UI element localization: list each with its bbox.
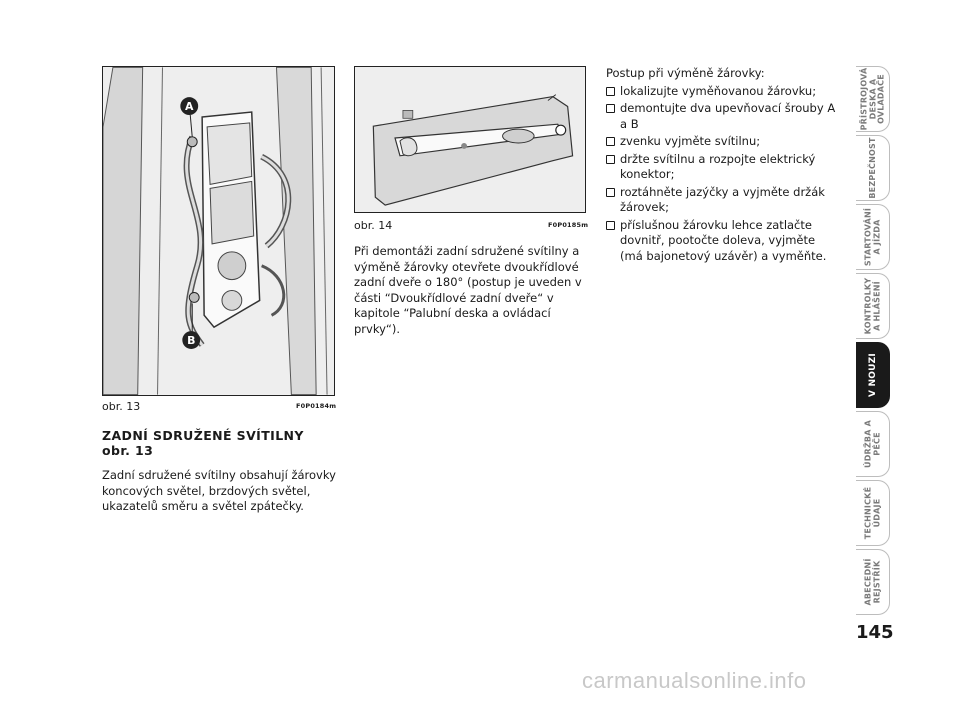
procedure-step: roztáhněte jazýčky a vyjměte držák žárovek; [606, 185, 840, 216]
section-heading [102, 428, 342, 458]
checkbox-bullet-icon [606, 221, 615, 230]
figure-14-illustration [354, 66, 586, 213]
tab-startovani[interactable]: STARTOVÁNÍ A JÍZDA [856, 204, 890, 270]
heading-title: ZADNÍ SDRUŽENÉ SVÍTILNY [102, 428, 304, 443]
figure-14-caption: obr. 14 [354, 219, 393, 232]
checkbox-bullet-icon [606, 137, 615, 146]
procedure-step: demontujte dva upevňovací šrouby A a B [606, 101, 840, 132]
intro-paragraph: Zadní sdružené svítilny obsahují žárovky koncových světel, brzdových světel, ukazatelů směru a světel zpátečky. [102, 468, 336, 513]
checkbox-bullet-icon [606, 87, 615, 96]
tab-v-nouzi[interactable]: V NOUZI [856, 342, 890, 408]
procedure-intro: Postup při výměně žárovky: [606, 66, 765, 80]
lamp-removal-drawing [355, 67, 585, 212]
procedure-step: zvenku vyjměte svítilnu; [606, 134, 840, 150]
tab-pristrojova-deska[interactable]: PŘÍSTROJOVÁ DESKA A OVLADAČE [856, 66, 890, 132]
tab-rejstrik[interactable]: ABECEDNÍ REJSTŘÍK [856, 549, 890, 615]
procedure-step: příslušnou žárovku lehce zatlačte dovnitř, pootočte doleva, vyjměte (má bajonetový uzávěr) a vyměňte. [606, 218, 840, 265]
procedure-step: držte svítilnu a rozpojte elektrický konektor; [606, 152, 840, 183]
figure-14-code: F0P0185m [548, 221, 589, 229]
checkbox-bullet-icon [606, 104, 615, 113]
checkbox-bullet-icon [606, 188, 615, 197]
figure-13-caption: obr. 13 [102, 400, 141, 413]
tab-bezpecnost[interactable]: BEZPEČNOST [856, 135, 890, 201]
checkbox-bullet-icon [606, 155, 615, 164]
removal-paragraph: Při demontáži zadní sdružené svítilny a výměně žárovky otevřete dvoukřídlové zadní dveře o 180° (postup je uveden v části “Dvoukřídlové zadní dveře“ v kapitole “Palubní deska a ovládací prvky“). [354, 244, 582, 336]
figure-13-code: F0P0184m [296, 402, 337, 410]
page-number: 145 [856, 622, 894, 643]
watermark: carmanualsonline.info [582, 668, 807, 693]
procedure-list [606, 66, 840, 266]
tab-udrzba[interactable]: ÚDRŽBA A PÉČE [856, 411, 890, 477]
callout-a: A [185, 100, 194, 114]
procedure-step: lokalizujte vyměňovanou žárovku; [606, 84, 840, 100]
callout-b: B [187, 334, 196, 348]
rear-lamp-drawing [103, 67, 334, 395]
figure-13-illustration [102, 66, 335, 396]
tab-kontrolky[interactable]: KONTROLKY A HLÁŠENÍ [856, 273, 890, 339]
tab-technicke-udaje[interactable]: TECHNICKÉ ÚDAJE [856, 480, 890, 546]
heading-figure-ref: obr. 13 [102, 443, 154, 458]
